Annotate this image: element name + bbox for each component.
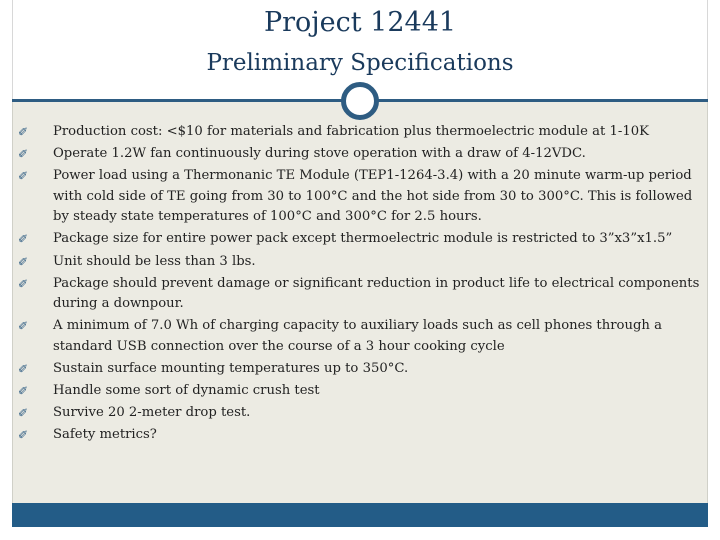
list-item: [18, 403, 704, 424]
list-item: [18, 122, 704, 143]
list-item-text: Safety metrics?: [53, 427, 157, 443]
list-item: [18, 381, 704, 402]
list-item-text: Sustain surface mounting temperatures up to 350°C.: [53, 361, 409, 377]
list-item-text: Package should prevent damage or significant reduction in product life to electrical components during a downpour.: [53, 275, 700, 312]
bullet-icon: ✐: [18, 428, 29, 443]
list-item-text: Survive 20 2-meter drop test.: [53, 405, 251, 421]
bullet-icon: ✐: [18, 406, 29, 421]
list-item-text: Operate 1.2W fan continuously during stove operation with a draw of 4-12VDC.: [53, 146, 586, 162]
list-item-text: Handle some sort of dynamic crush test: [53, 383, 320, 399]
bullet-icon: ✐: [18, 319, 29, 334]
bullet-icon: ✐: [18, 362, 29, 377]
list-item-text: Unit should be less than 3 lbs.: [53, 253, 256, 269]
bullet-icon: ✐: [18, 384, 29, 399]
bullet-icon: ✐: [18, 276, 29, 291]
bullet-icon: ✐: [18, 125, 29, 139]
list-item: [18, 425, 704, 446]
list-item: [18, 359, 704, 380]
circle-ornament-icon: [341, 82, 379, 120]
list-item-text: Package size for entire power pack except thermoelectric module is restricted to 3”x3”x1.5”: [53, 231, 673, 247]
list-item: [18, 166, 704, 228]
page-title: Project 12441: [263, 7, 457, 38]
bullet-icon: ✐: [18, 254, 29, 269]
bullet-icon: ✐: [18, 232, 29, 247]
list-item-text: A minimum of 7.0 Wh of charging capacity to auxiliary loads such as cell phones through a standard USB connection over the course of a 3 hour cooking cycle: [53, 318, 662, 354]
list-item: [18, 144, 704, 165]
page-subtitle: Preliminary Specifications: [206, 50, 514, 76]
list-item: [18, 252, 704, 273]
footer-bar: [12, 503, 708, 527]
bullet-icon: ✐: [18, 147, 29, 162]
list-item: [18, 316, 704, 357]
bullet-icon: ✐: [18, 169, 29, 184]
spec-list: [18, 122, 704, 447]
list-item: [18, 274, 704, 315]
list-item: [18, 229, 704, 250]
list-item-text: Power load using a Thermonanic TE Module (TEP1-1264-3.4) with a 20 minute warm-up period with cold side of TE going from 30 to 100°C and the hot side from 30 to 300°C. This is followed by steady state temperatures of 100°C and 300°C for 2.5 hours.: [53, 168, 693, 225]
list-item-text: Production cost: <$10 for materials and fabrication plus thermoelectric module at 1-10K: [53, 124, 649, 139]
